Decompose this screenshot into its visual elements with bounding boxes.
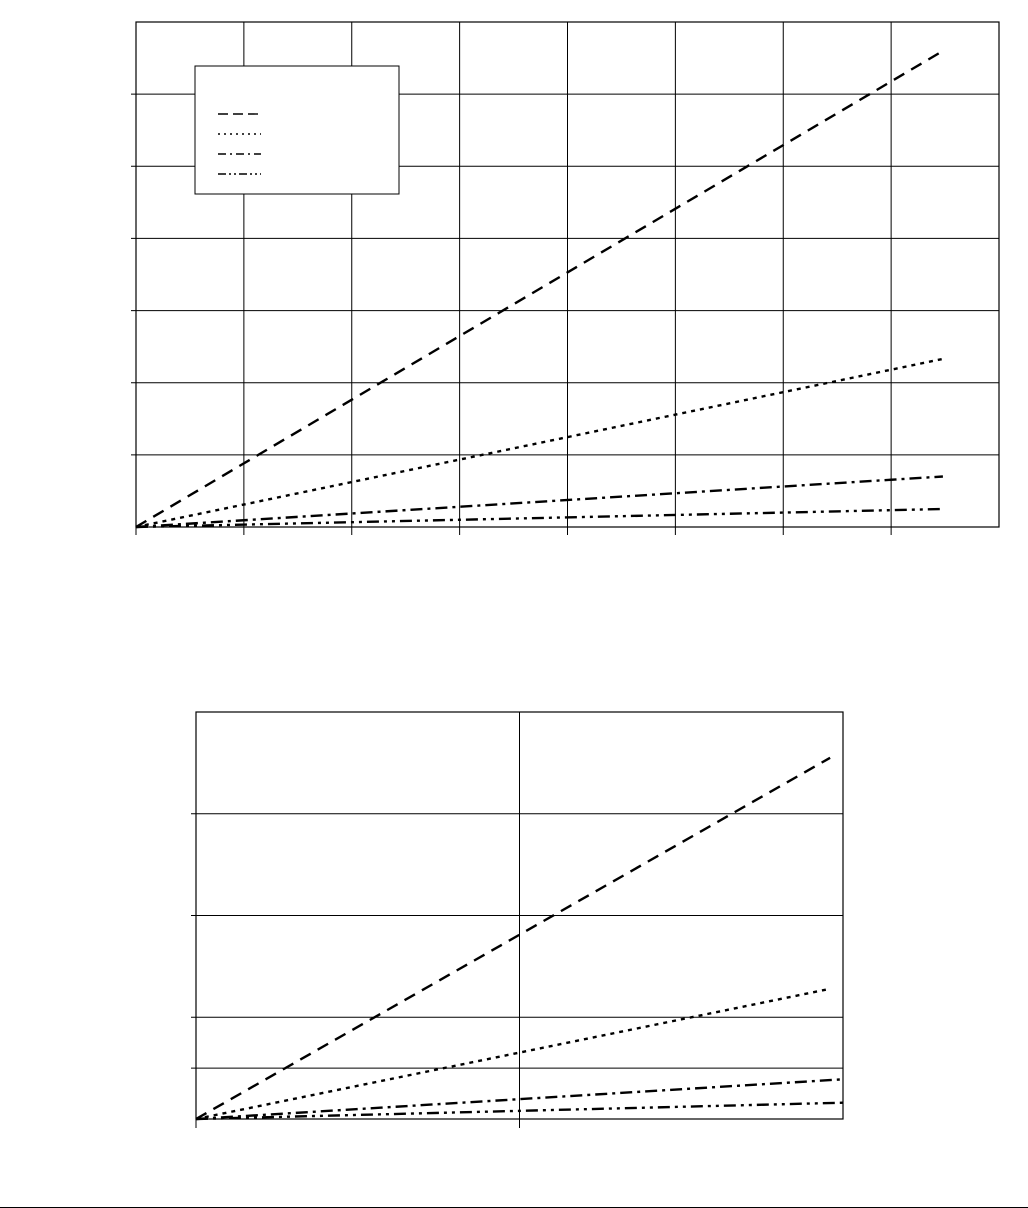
- chart-legend: [195, 66, 399, 194]
- legend-box: [195, 66, 399, 194]
- top-line-chart: [131, 22, 999, 535]
- bottom-line-chart: [191, 712, 843, 1128]
